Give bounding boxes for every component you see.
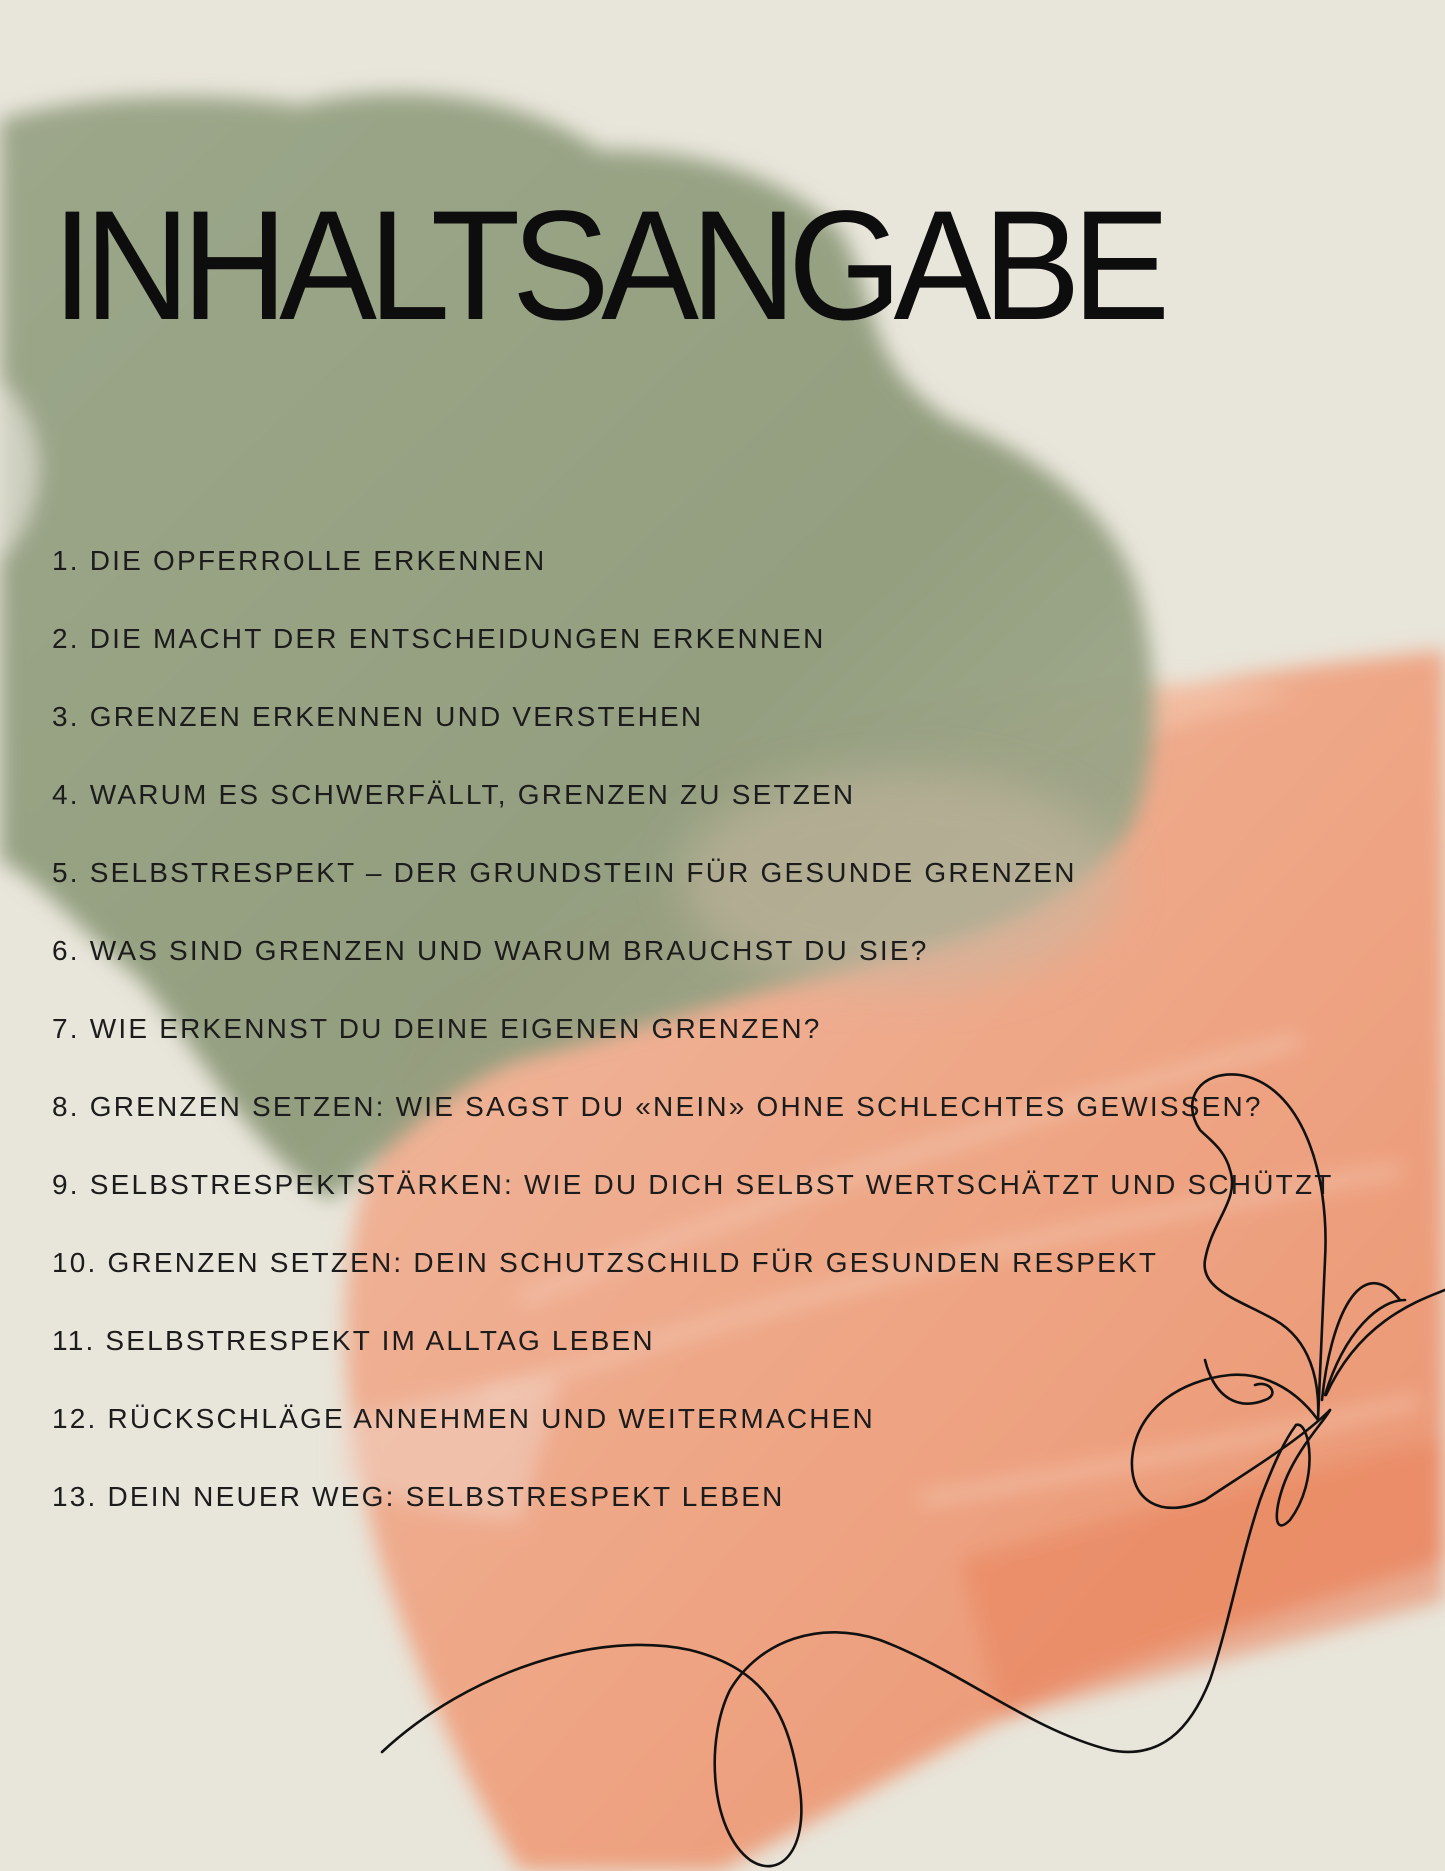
page-title: INHALTSANGABE	[52, 179, 1162, 353]
toc-item: 11. SELBSTRESPEKT IM ALLTAG LEBEN	[52, 1325, 655, 1356]
toc-item: 4. WARUM ES SCHWERFÄLLT, GRENZEN ZU SETZEN	[52, 779, 856, 810]
toc-item: 3. GRENZEN ERKENNEN UND VERSTEHEN	[52, 701, 704, 732]
toc-item: 12. RÜCKSCHLÄGE ANNEHMEN UND WEITERMACHEN	[52, 1403, 875, 1434]
toc-item: 10. GRENZEN SETZEN: DEIN SCHUTZSCHILD FÜR GESUNDEN RESPEKT	[52, 1247, 1159, 1278]
toc-item: 2. DIE MACHT DER ENTSCHEIDUNGEN ERKENNEN	[52, 623, 826, 654]
table-of-contents	[52, 540, 1334, 1554]
toc-item: 13. DEIN NEUER WEG: SELBSTRESPEKT LEBEN	[52, 1481, 785, 1512]
toc-item: 1. DIE OPFERROLLE ERKENNEN	[52, 545, 547, 576]
toc-item: 6. WAS SIND GRENZEN UND WARUM BRAUCHST DU SIE?	[52, 935, 929, 966]
toc-item: 9. SELBSTRESPEKTSTÄRKEN: WIE DU DICH SELBST WERTSCHÄTZT UND SCHÜTZT	[52, 1169, 1334, 1200]
toc-item: 5. SELBSTRESPEKT – DER GRUNDSTEIN FÜR GESUNDE GRENZEN	[52, 857, 1077, 888]
toc-item: 7. WIE ERKENNST DU DEINE EIGENEN GRENZEN?	[52, 1013, 822, 1044]
toc-item: 8. GRENZEN SETZEN: WIE SAGST DU «NEIN» OHNE SCHLECHTES GEWISSEN?	[52, 1091, 1263, 1122]
